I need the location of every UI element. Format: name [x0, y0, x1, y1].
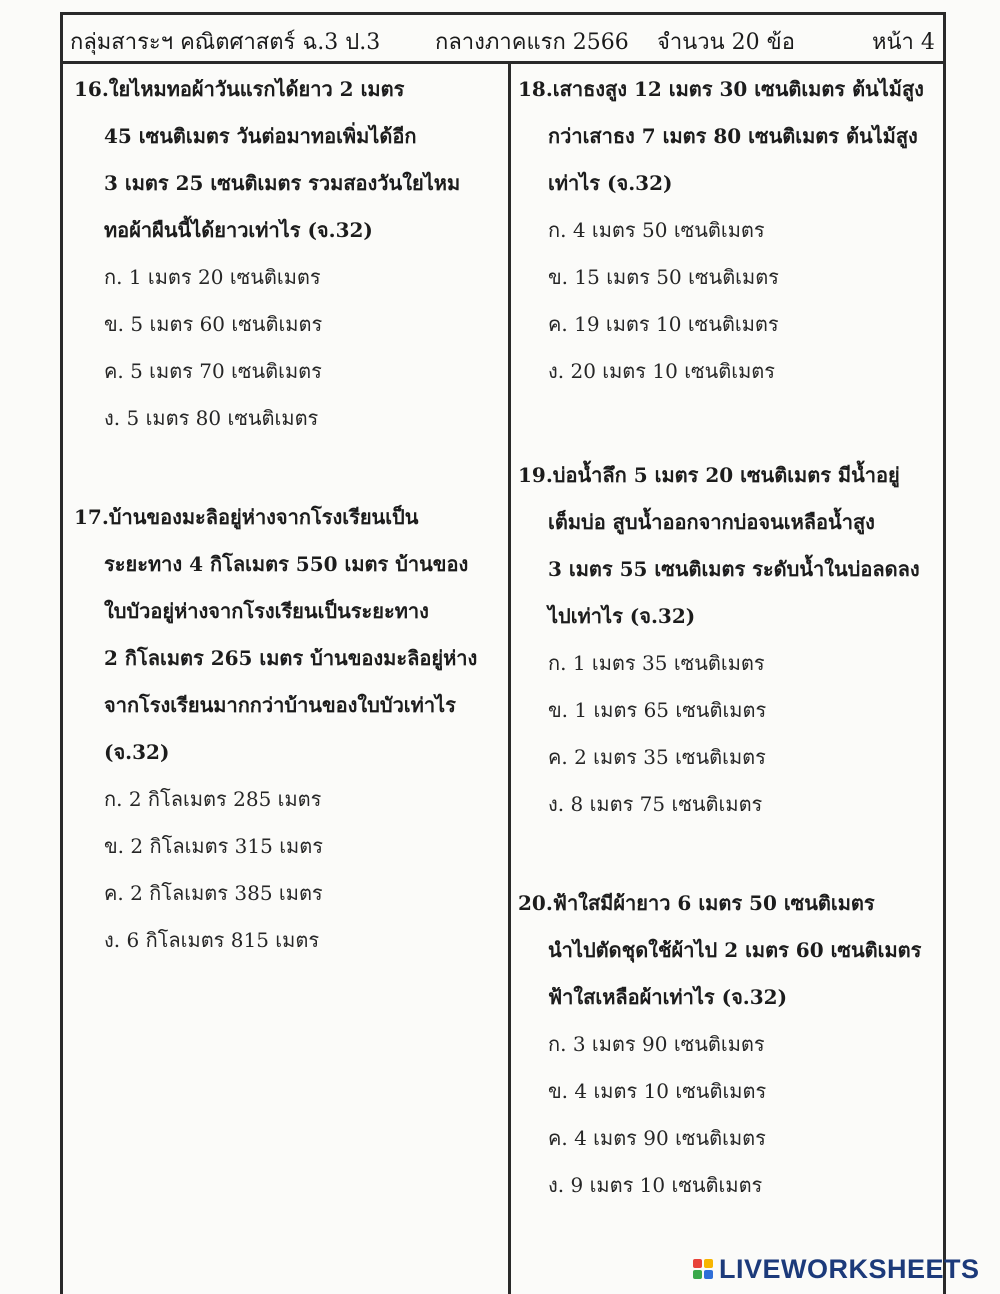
- question-18-option-c[interactable]: ค. 19 เมตร 10 เซนติเมตร: [548, 312, 779, 336]
- question-17-stem-line: (จ.32): [104, 740, 170, 764]
- logo-square-red: [693, 1259, 702, 1268]
- question-17-option-d[interactable]: ง. 6 กิโลเมตร 815 เมตร: [104, 928, 320, 952]
- question-17-stem-line: 17.บ้านของมะลิอยู่ห่างจากโรงเรียนเป็น: [74, 505, 419, 529]
- question-16-stem-line: 3 เมตร 25 เซนติเมตร รวมสองวันใยไหม: [104, 171, 461, 195]
- header-page-number: หน้า 4: [872, 30, 935, 55]
- question-19-stem-line: 3 เมตร 55 เซนติเมตร ระดับน้ำในบ่อลดลง: [548, 557, 920, 581]
- question-16-option-b[interactable]: ข. 5 เมตร 60 เซนติเมตร: [104, 312, 323, 336]
- question-17-option-b[interactable]: ข. 2 กิโลเมตร 315 เมตร: [104, 834, 323, 858]
- question-18-option-b[interactable]: ข. 15 เมตร 50 เซนติเมตร: [548, 265, 779, 289]
- liveworksheets-logo-icon: [693, 1259, 713, 1279]
- question-19-stem-line: ไปเท่าไร (จ.32): [548, 604, 696, 628]
- question-17-option-a[interactable]: ก. 2 กิโลเมตร 285 เมตร: [104, 787, 322, 811]
- question-18: [518, 66, 938, 395]
- logo-square-yellow: [704, 1259, 713, 1268]
- logo-square-blue: [704, 1270, 713, 1279]
- header-subject: กลุ่มสาระฯ คณิตศาสตร์ ฉ.3 ป.3: [70, 30, 381, 55]
- question-18-option-a[interactable]: ก. 4 เมตร 50 เซนติเมตร: [548, 218, 765, 242]
- question-18-option-d[interactable]: ง. 20 เมตร 10 เซนติเมตร: [548, 359, 776, 383]
- question-18-stem-line: เท่าไร (จ.32): [548, 171, 673, 195]
- question-18-stem-line: กว่าเสาธง 7 เมตร 80 เซนติเมตร ต้นไม้สูง: [548, 124, 918, 148]
- question-20: [518, 880, 938, 1209]
- question-17-stem-line: 2 กิโลเมตร 265 เมตร บ้านของมะลิอยู่ห่าง: [104, 646, 478, 670]
- question-20-option-c[interactable]: ค. 4 เมตร 90 เซนติเมตร: [548, 1126, 766, 1150]
- liveworksheets-wordmark: LIVEWORKSHEETS: [719, 1253, 980, 1284]
- question-20-stem-line: 20.ฟ้าใสมีผ้ายาว 6 เมตร 50 เซนติเมตร: [518, 891, 875, 915]
- header-term: กลางภาคแรก 2566: [435, 30, 629, 55]
- question-16-option-d[interactable]: ง. 5 เมตร 80 เซนติเมตร: [104, 406, 319, 430]
- question-16: [74, 66, 494, 442]
- question-20-option-d[interactable]: ง. 9 เมตร 10 เซนติเมตร: [548, 1173, 763, 1197]
- question-20-stem-line: นำไปตัดชุดใช้ผ้าไป 2 เมตร 60 เซนติเมตร: [548, 938, 922, 962]
- question-20-option-a[interactable]: ก. 3 เมตร 90 เซนติเมตร: [548, 1032, 765, 1056]
- question-17-option-c[interactable]: ค. 2 กิโลเมตร 385 เมตร: [104, 881, 323, 905]
- question-16-option-c[interactable]: ค. 5 เมตร 70 เซนติเมตร: [104, 359, 322, 383]
- question-17-stem-line: ระยะทาง 4 กิโลเมตร 550 เมตร บ้านของ: [104, 552, 469, 576]
- logo-square-green: [693, 1270, 702, 1279]
- question-16-stem-line: ทอผ้าผืนนี้ได้ยาวเท่าไร (จ.32): [104, 218, 373, 242]
- question-16-stem-line: 16.ใยไหมทอผ้าวันแรกได้ยาว 2 เมตร: [74, 77, 405, 101]
- question-19-stem-line: 19.บ่อน้ำลึก 5 เมตร 20 เซนติเมตร มีน้ำอยู่: [518, 463, 900, 487]
- page-header: [60, 12, 946, 64]
- question-19-option-b[interactable]: ข. 1 เมตร 65 เซนติเมตร: [548, 698, 767, 722]
- question-20-stem-line: ฟ้าใสเหลือผ้าเท่าไร (จ.32): [548, 985, 788, 1009]
- question-19-stem-line: เต็มบ่อ สูบน้ำออกจากบ่อจนเหลือน้ำสูง: [548, 510, 875, 534]
- question-18-stem-line: 18.เสาธงสูง 12 เมตร 30 เซนติเมตร ต้นไม้สูง: [518, 77, 924, 101]
- liveworksheets-watermark: [693, 1254, 980, 1284]
- question-19-option-d[interactable]: ง. 8 เมตร 75 เซนติเมตร: [548, 792, 763, 816]
- question-19: [518, 452, 938, 828]
- question-19-option-c[interactable]: ค. 2 เมตร 35 เซนติเมตร: [548, 745, 766, 769]
- header-question-count: จำนวน 20 ข้อ: [657, 30, 795, 55]
- question-16-option-a[interactable]: ก. 1 เมตร 20 เซนติเมตร: [104, 265, 321, 289]
- column-divider: [508, 64, 511, 1294]
- question-17-stem-line: จากโรงเรียนมากกว่าบ้านของใบบัวเท่าไร: [104, 693, 456, 717]
- question-17-stem-line: ใบบัวอยู่ห่างจากโรงเรียนเป็นระยะทาง: [104, 599, 429, 623]
- question-16-stem-line: 45 เซนติเมตร วันต่อมาทอเพิ่มได้อีก: [104, 124, 417, 148]
- question-17: [74, 494, 494, 964]
- question-20-option-b[interactable]: ข. 4 เมตร 10 เซนติเมตร: [548, 1079, 767, 1103]
- question-19-option-a[interactable]: ก. 1 เมตร 35 เซนติเมตร: [548, 651, 765, 675]
